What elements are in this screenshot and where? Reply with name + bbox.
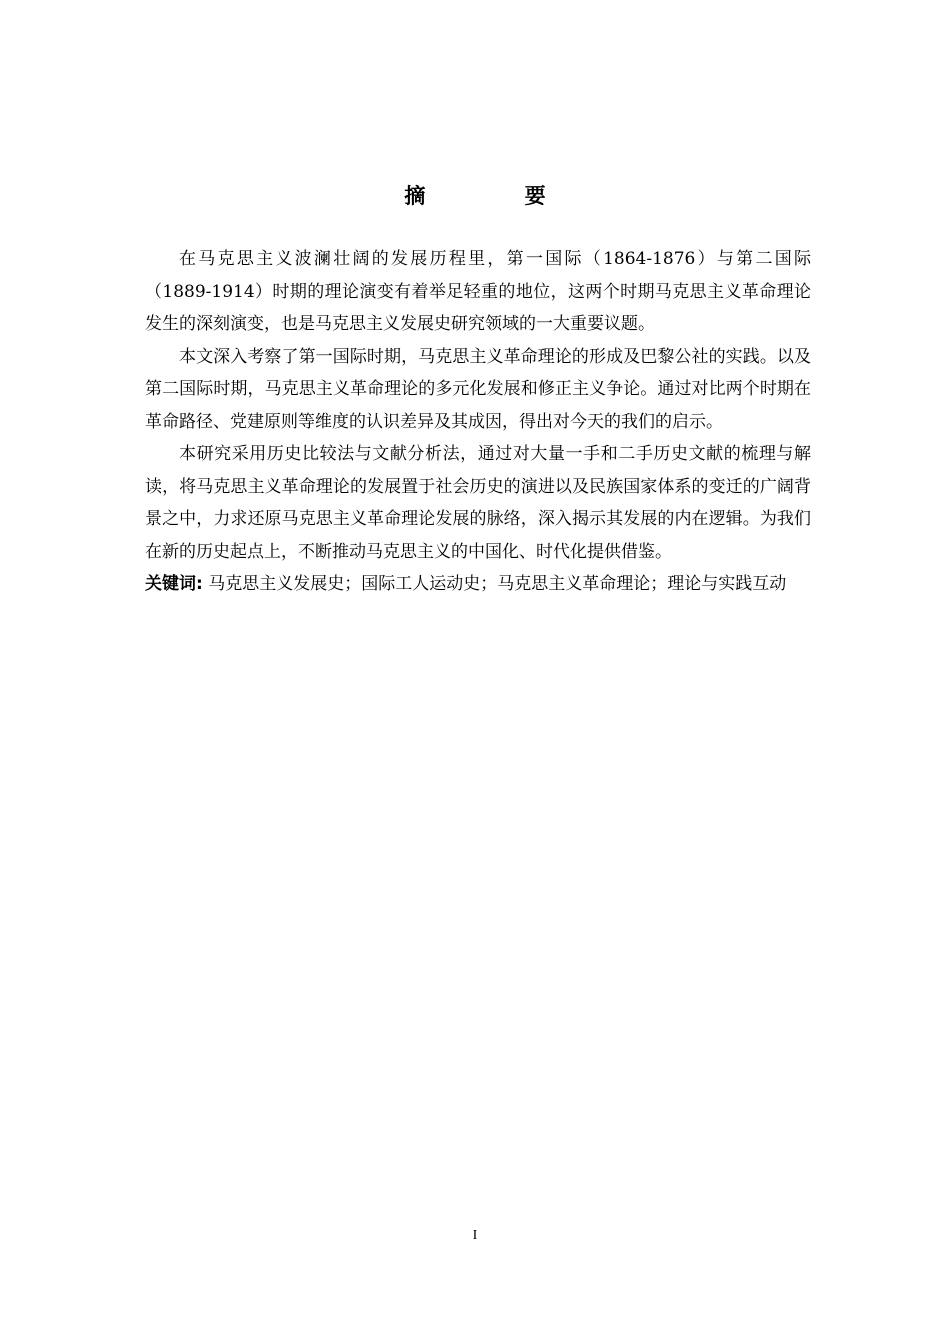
abstract-paragraph-2: 本文深入考察了第一国际时期，马克思主义革命理论的形成及巴黎公社的实践。以及第二国际时期，马克思主义革命理论的多元化发展和修正主义争论。通过对比两个时期在革命路径、党建原则等维度的认识差异及其成因，得出对今天的我们的启示。 [145, 346, 811, 432]
abstract-paragraph-3: 本研究采用历史比较法与文献分析法，通过对大量一手和二手历史文献的梳理与解读，将马克思主义革命理论的发展置于社会历史的演进以及民族国家体系的变迁的广阔背景之中，力求还原马克思主义革命理论发展的脉络，深入揭示其发展的内在逻辑。为我们在新的历史起点上，不断推动马克思主义的中国化、时代化提供借鉴。 [145, 444, 811, 562]
abstract-body [145, 243, 811, 601]
keywords-label: 关键词: [145, 574, 203, 594]
keywords-line [145, 568, 811, 601]
page-number: I [472, 1228, 478, 1243]
abstract-paragraph-1: 在马克思主义波澜壮阔的发展历程里，第一国际（1864-1876）与第二国际（1889-1914）时期的理论演变有着举足轻重的地位，这两个时期马克思主义革命理论发生的深刻演变，也是马克思主义发展史研究领域的一大重要议题。 [145, 249, 811, 334]
keywords-text: 马克思主义发展史；国际工人运动史；马克思主义革命理论；理论与实践互动 [202, 574, 787, 594]
abstract-title: 摘 要 [404, 184, 592, 208]
